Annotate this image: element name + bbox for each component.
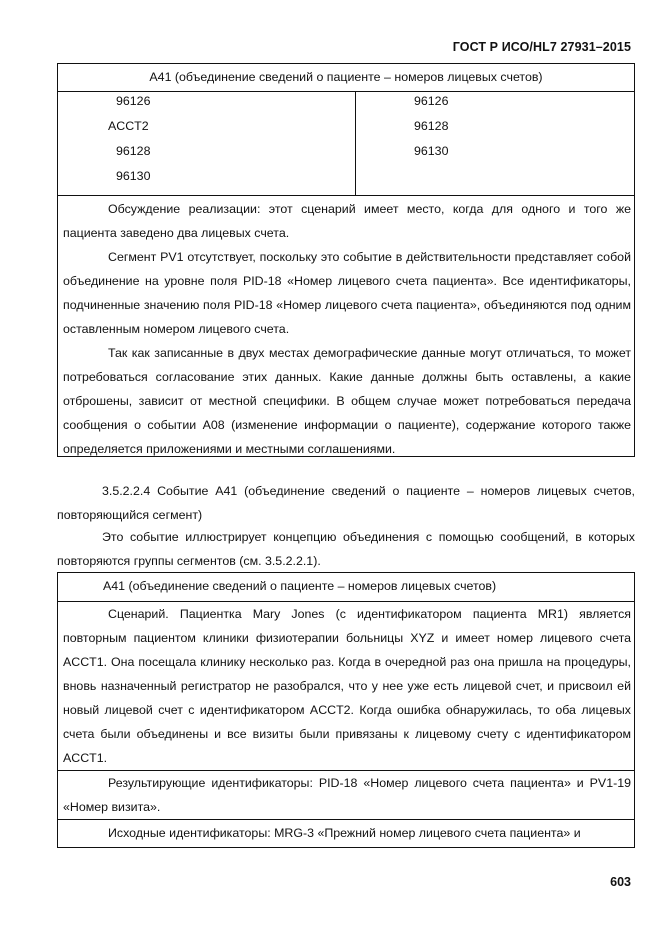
page-number: 603: [610, 875, 631, 889]
table-title: A41 (объединение сведений о пациенте – номеров лицевых счетов): [103, 579, 497, 593]
source-identifiers: Исходные идентификаторы: MRG-3 «Прежний номер лицевого счета пациента» и: [108, 826, 581, 840]
row-divider: [58, 819, 634, 820]
document-header: ГОСТ Р ИСО/HL7 27931–2015: [452, 40, 631, 54]
left-code: 96128: [116, 144, 151, 158]
column-divider: [355, 92, 356, 195]
left-code: ACCT2: [108, 119, 149, 133]
section-heading: 3.5.2.2.4 Событие A41 (объединение сведений о пациенте – номеров лицевых счетов, повторяющийся сегмент): [57, 484, 635, 522]
left-code: 96130: [116, 169, 151, 183]
result-identifiers: Результирующие идентификаторы: PID-18 «Номер лицевого счета пациента» и PV1-19 «Номер визита».: [63, 776, 631, 814]
right-code: 96128: [414, 119, 449, 133]
discussion-paragraph: Обсуждение реализации: этот сценарий имеет место, когда для одного и того же пациента заведено два лицевых счета.: [63, 202, 631, 240]
table-title: A41 (объединение сведений о пациенте – номеров лицевых счетов): [58, 64, 634, 92]
right-code: 96126: [414, 94, 449, 108]
right-code: 96130: [414, 144, 449, 158]
discussion-paragraph: Так как записанные в двух местах демографические данные могут отличаться, то может потребоваться согласование этих данных. Какие данные должны быть оставлены, а какие отброшены, зависит от местной специфики. В общем случае может потребоваться передача сообщения о событии A08 (изменение информации о пациенте), содержание которого также определяется приложениями и местными соглашениями.: [63, 346, 631, 456]
left-code: 96126: [116, 94, 151, 108]
row-divider: [58, 195, 634, 196]
scenario-paragraph: Сценарий. Пациентка Mary Jones (с идентификатором пациента MR1) является повторным пациентом клиники физиотерапии больницы XYZ и имеет номер лицевого счета ACCT1. Она посещала клинику несколько раз. Когда в очередной раз она пришла на процедуры, вновь назначенный регистратор не разобрался, что у нее уже есть лицевой счет, и присвоил ей новый лицевой счет с идентификатором ACCT2. Когда ошибка обнаружилась, то оба лицевых счета были объединены и все визиты были привязаны к лицевому счету с идентификатором ACCT1.: [63, 607, 631, 765]
section-intro: Это событие иллюстрирует концепцию объединения с помощью сообщений, в которых повторяются группы сегментов (см. 3.5.2.2.1).: [57, 530, 635, 568]
scenario-table-a41: [57, 572, 635, 848]
merge-table-a41: [57, 63, 635, 457]
discussion-paragraph: Сегмент PV1 отсутствует, поскольку это событие в действительности представляет собой объединение на уровне поля PID-18 «Номер лицевого счета пациента». Все идентификаторы, подчиненные значению поля PID-18 «Номер лицевого счета пациента», объединяются под одним оставленным номером лицевого счета.: [63, 250, 631, 336]
table-bottom-border: [57, 847, 635, 848]
